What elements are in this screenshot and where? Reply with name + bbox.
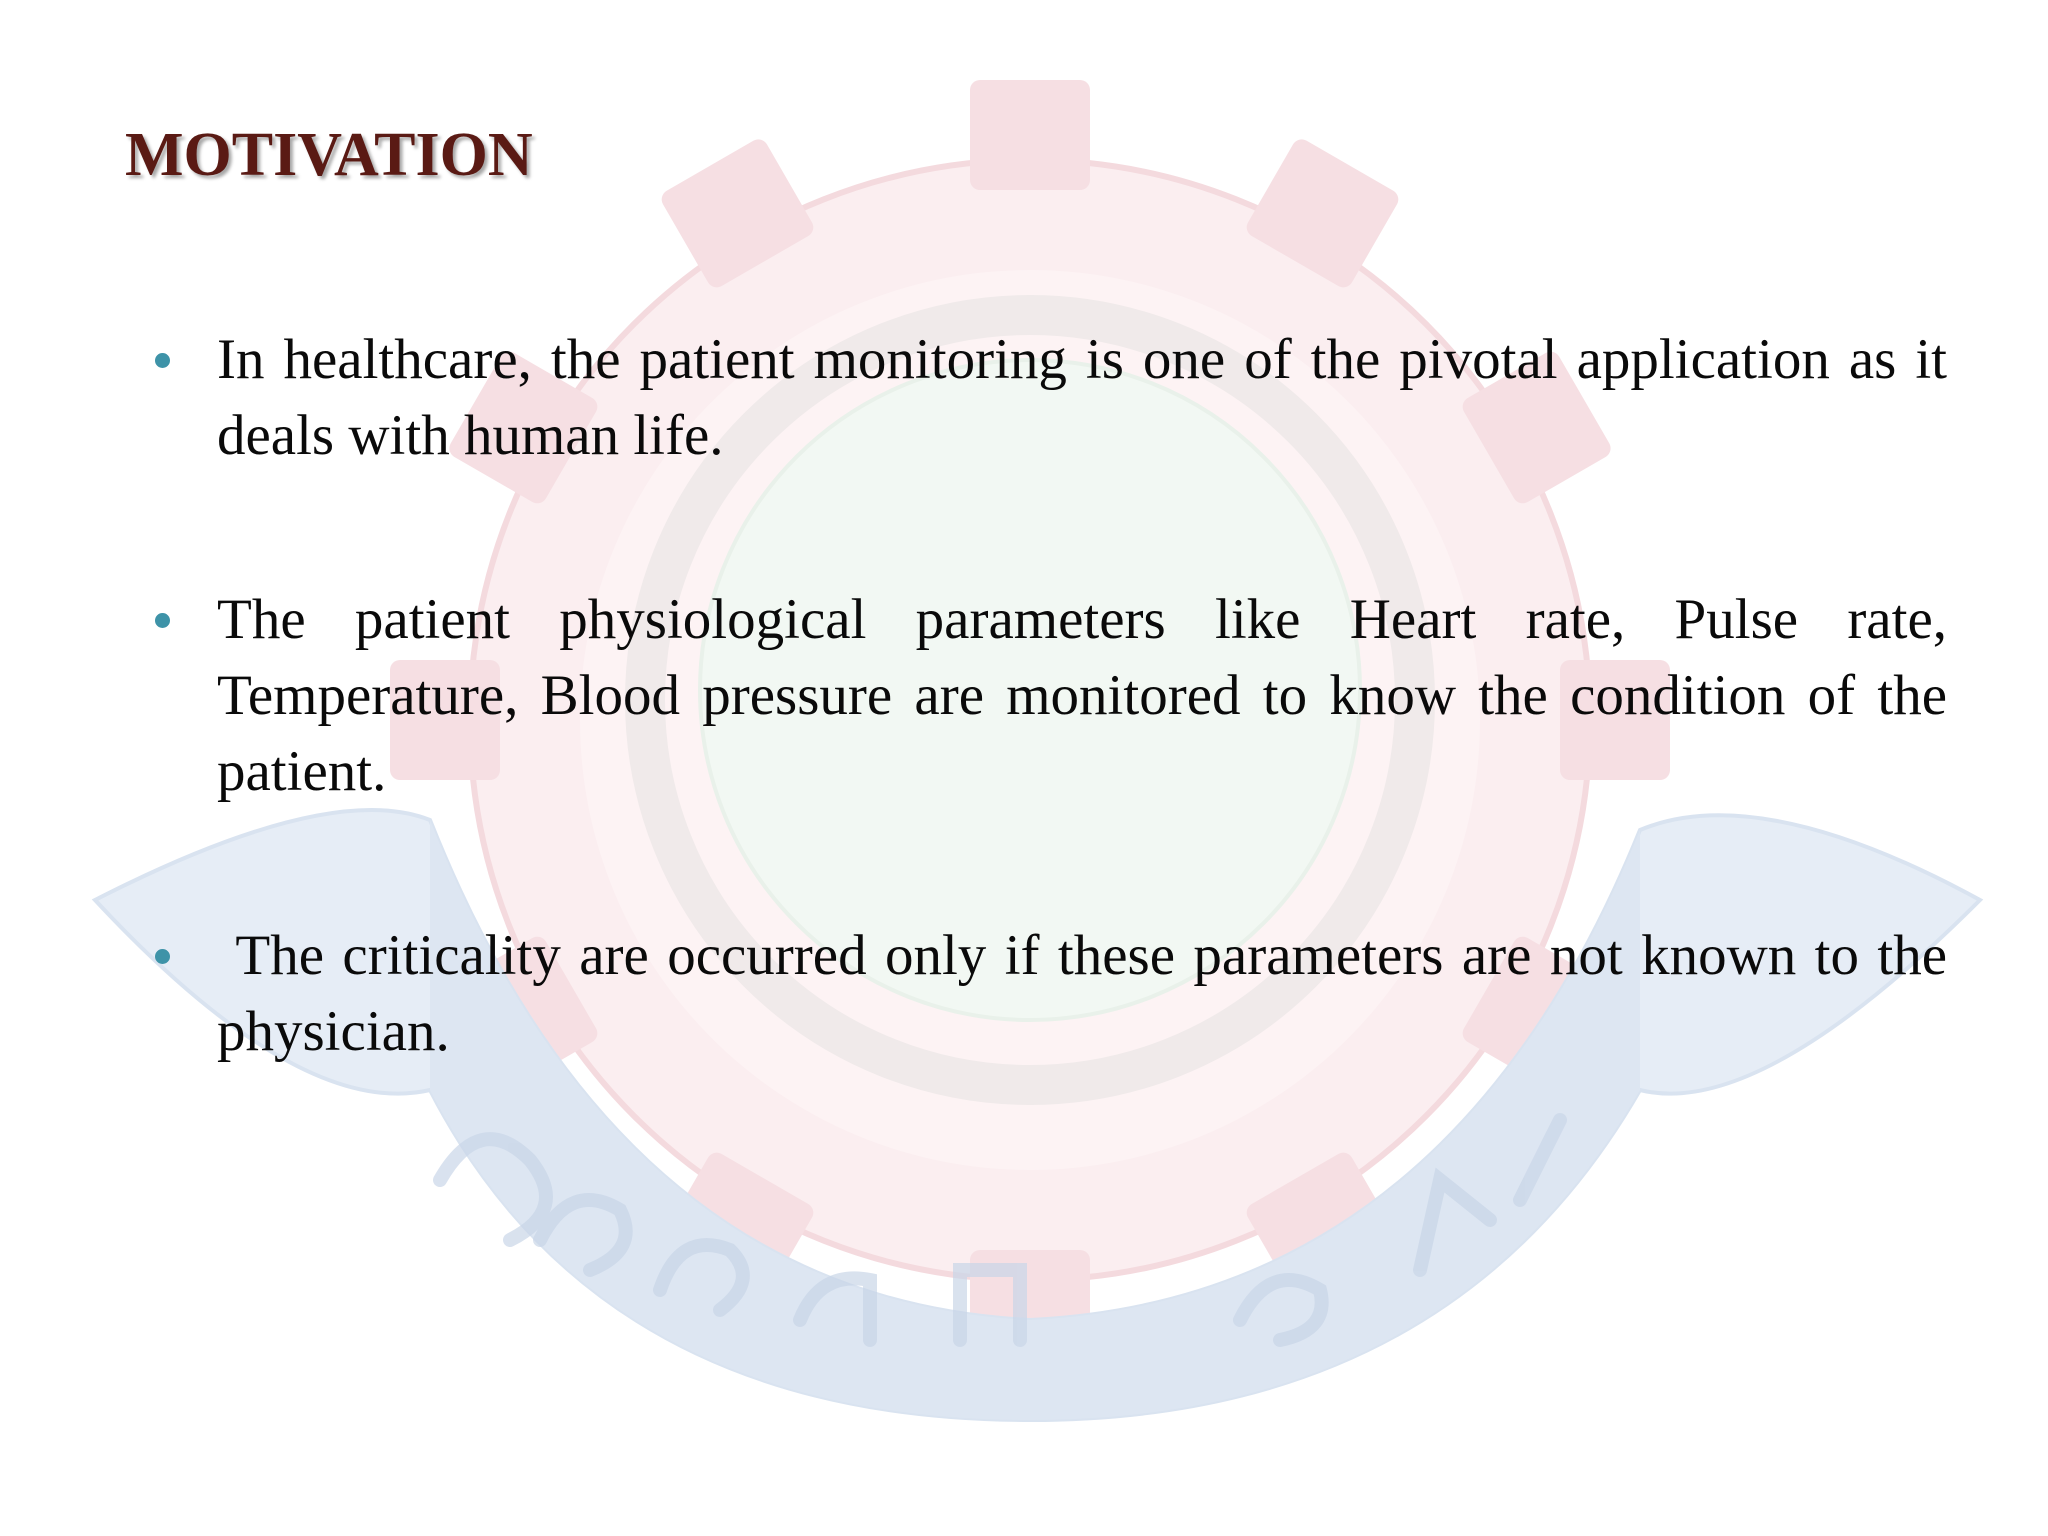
bullet-list <box>152 322 1962 1070</box>
bullet-text: The patient physiological parameters like Heart rate, Pulse rate, Temperature, Blood pressure are monitored to know the condition of the patient. <box>217 588 1947 803</box>
bullet-item <box>152 918 1962 1070</box>
bullet-item <box>152 582 1947 810</box>
bullet-dot-icon <box>155 949 170 964</box>
slide-title: MOTIVATION <box>125 121 533 189</box>
bullet-dot-icon <box>155 353 170 368</box>
bullet-item <box>152 322 1947 474</box>
bullet-text: The criticality are occurred only if these parameters are not known to the physician. <box>217 924 1962 1063</box>
bullet-text: In healthcare, the patient monitoring is one of the pivotal application as it deals with human life. <box>217 328 1947 467</box>
bullet-dot-icon <box>155 613 170 628</box>
